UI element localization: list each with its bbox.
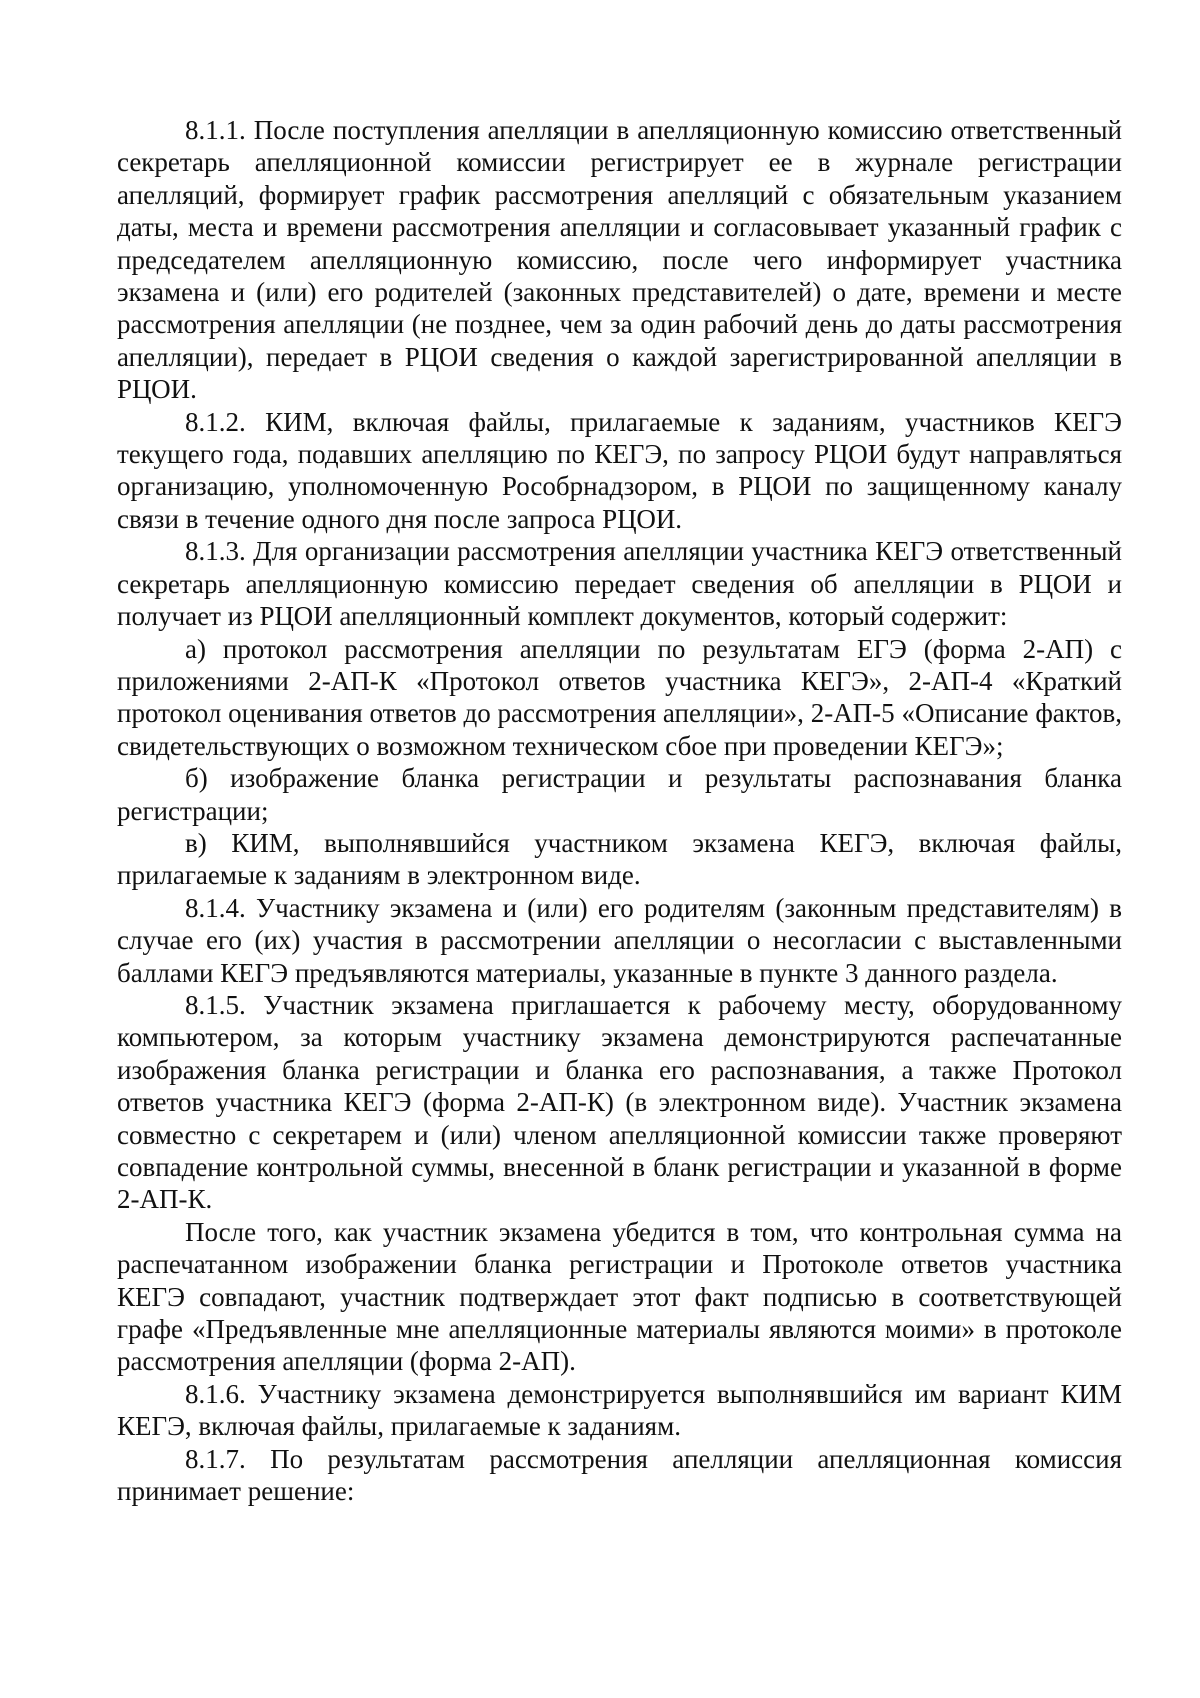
paragraph-8-1-6: 8.1.6. Участнику экзамена демонстрируется выполнявшийся им вариант КИМ КЕГЭ, включая файлы, прилагаемые к заданиям. (117, 1378, 1122, 1442)
paragraph-8-1-4: 8.1.4. Участнику экзамена и (или) его родителям (законным представителям) в случае его (их) участия в рассмотрении апелляции о несогласии с выставленными баллами КЕГЭ предъявляются материалы, указанные в пункте 3 данного раздела. (117, 892, 1122, 988)
document-body (117, 114, 1122, 1507)
paragraph-8-1-5-continuation: После того, как участник экзамена убедится в том, что контрольная сумма на распечатанном изображении бланка регистрации и Протоколе ответов участника КЕГЭ совпадают, участник подтверждает этот факт подписью в соответствующей графе «Предъявленные мне апелляционные материалы являются моими» в протоколе рассмотрения апелляции (форма 2-АП). (117, 1216, 1122, 1377)
paragraph-8-1-2: 8.1.2. КИМ, включая файлы, прилагаемые к заданиям, участников КЕГЭ текущего года, подавших апелляцию по КЕГЭ, по запросу РЦОИ будут направляться организацию, уполномоченную Рособрнадзором, в РЦОИ по защищенному каналу связи в течение одного дня после запроса РЦОИ. (117, 406, 1122, 534)
list-item-v: в) КИМ, выполнявшийся участником экзамена КЕГЭ, включая файлы, прилагаемые к заданиям в электронном виде. (117, 827, 1122, 891)
paragraph-8-1-7: 8.1.7. По результатам рассмотрения апелляции апелляционная комиссия принимает решение: (117, 1443, 1122, 1507)
paragraph-8-1-5: 8.1.5. Участник экзамена приглашается к рабочему месту, оборудованному компьютером, за которым участнику экзамена демонстрируются распечатанные изображения бланка регистрации и бланка его распознавания, а также Протокол ответов участника КЕГЭ (форма 2-АП-К) (в электронном виде). Участник экзамена совместно с секретарем и (или) членом апелляционной комиссии также проверяют совпадение контрольной суммы, внесенной в бланк регистрации и указанной в форме 2-АП-К. (117, 989, 1122, 1215)
list-item-a: а) протокол рассмотрения апелляции по результатам ЕГЭ (форма 2-АП) с приложениями 2-АП-К «Протокол ответов участника КЕГЭ», 2-АП-4 «Краткий протокол оценивания ответов до рассмотрения апелляции», 2-АП-5 «Описание фактов, свидетельствующих о возможном техническом сбое при проведении КЕГЭ»; (117, 633, 1122, 761)
paragraph-8-1-1: 8.1.1. После поступления апелляции в апелляционную комиссию ответственный секретарь апелляционной комиссии регистрирует ее в журнале регистрации апелляций, формирует график рассмотрения апелляций с обязательным указанием даты, места и времени рассмотрения апелляции и согласовывает указанный график с председателем апелляционную комиссию, после чего информирует участника экзамена и (или) его родителей (законных представителей) о дате, времени и месте рассмотрения апелляции (не позднее, чем за один рабочий день до даты рассмотрения апелляции), передает в РЦОИ сведения о каждой зарегистрированной апелляции в РЦОИ. (117, 115, 1122, 405)
list-item-b: б) изображение бланка регистрации и результаты распознавания бланка регистрации; (117, 763, 1122, 826)
paragraph-8-1-3: 8.1.3. Для организации рассмотрения апелляции участника КЕГЭ ответственный секретарь апелляционную комиссию передает сведения об апелляции в РЦОИ и получает из РЦОИ апелляционный комплект документов, который содержит: (117, 536, 1122, 632)
